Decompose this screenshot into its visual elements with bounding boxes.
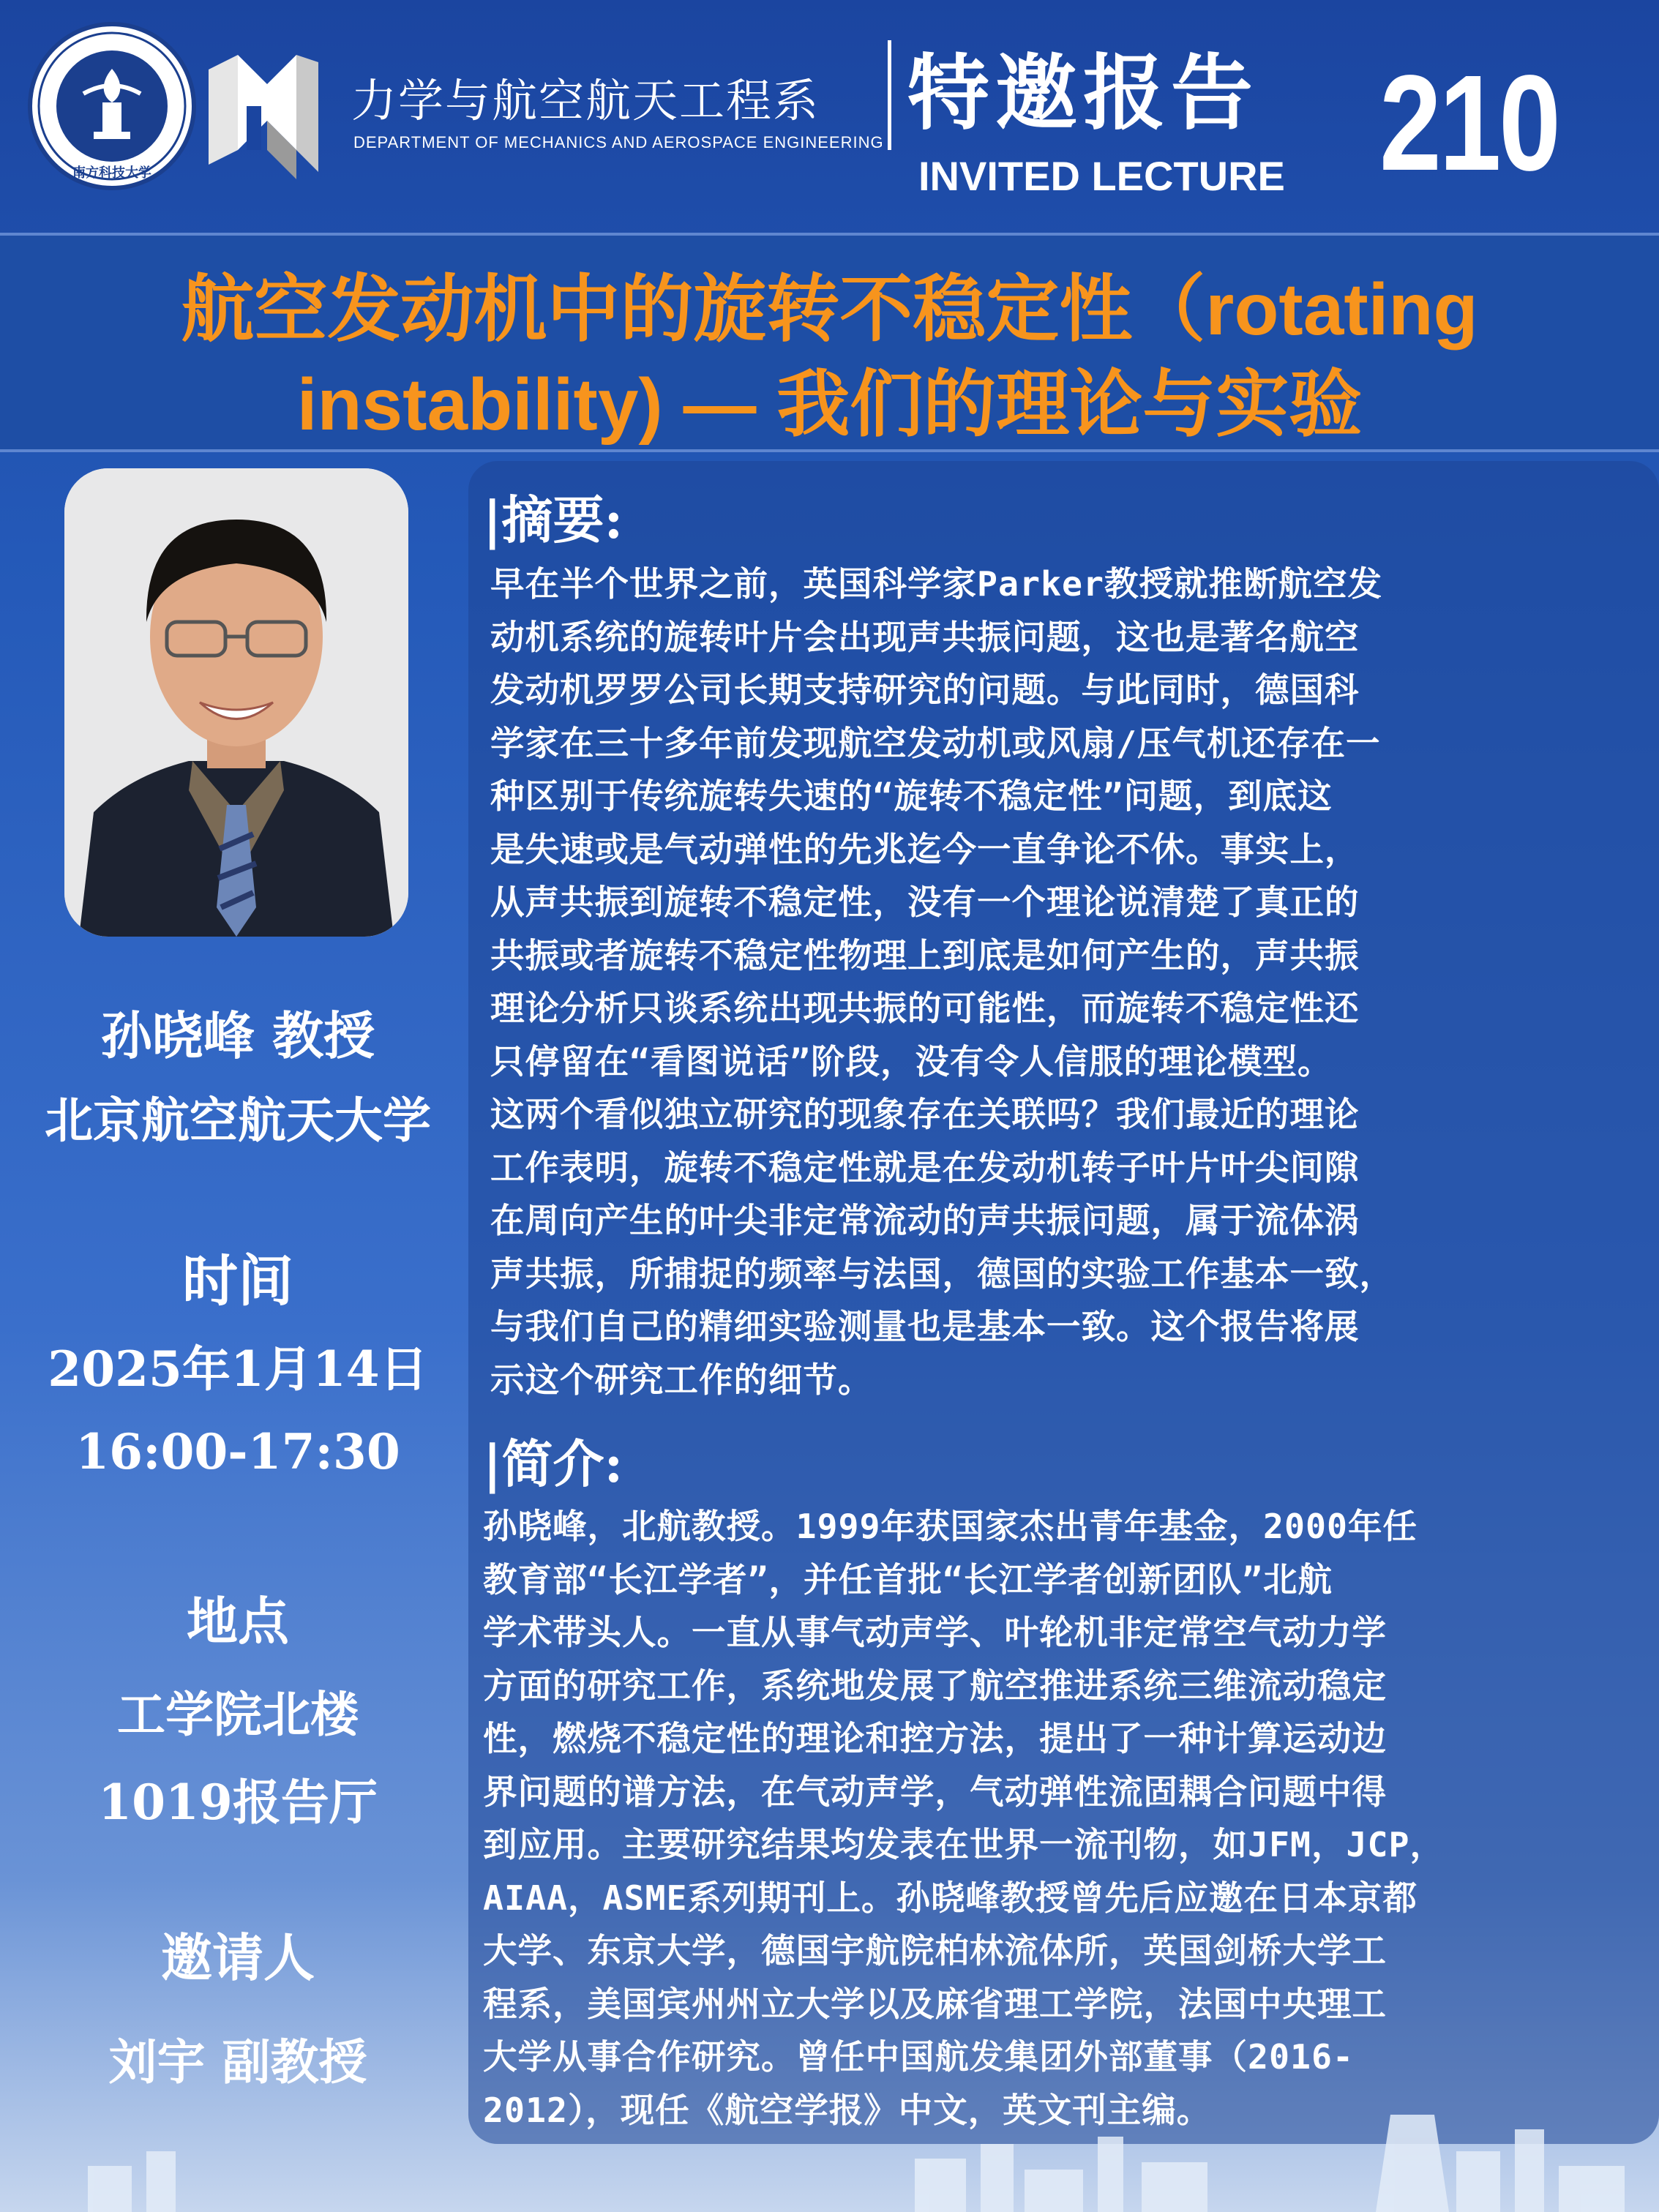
university-seal-logo — [28, 22, 196, 190]
abstract-line: 种区别于传统旋转失速的“旋转不稳定性”问题，到底这 — [490, 776, 1333, 816]
me-department-logo — [209, 40, 318, 179]
abstract-line: 示这个研究工作的细节。 — [490, 1360, 873, 1400]
abstract-line: 是失速或是气动弹性的先兆迄今一直争论不休。事实上， — [490, 829, 1360, 869]
abstract-line: 只停留在“看图说话”阶段，没有令人信服的理论模型。 — [490, 1041, 1333, 1081]
department-name-en: DEPARTMENT OF MECHANICS AND AEROSPACE ENGINEERING — [353, 133, 884, 151]
abstract-line: 与我们自己的精细实验测量也是基本一致。这个报告将展 — [490, 1307, 1360, 1346]
invited-lecture-cn: 特邀报告 — [907, 45, 1259, 141]
lecture-number: 210 — [1379, 48, 1559, 199]
abstract-line: 早在半个世界之前，英国科学家Parker教授就推断航空发 — [490, 564, 1382, 604]
abstract-line: 理论分析只谈系统出现共振的可能性，而旋转不稳定性还 — [490, 989, 1360, 1028]
department-name-cn: 力学与航空航天工程系 — [351, 74, 820, 127]
header — [0, 0, 1659, 220]
lecture-time: 16:00-17:30 — [75, 1423, 400, 1480]
abstract-line: 声共振，所捕捉的频率与法国，德国的实验工作基本一致， — [490, 1253, 1394, 1294]
place-line-1: 工学院北楼 — [117, 1686, 359, 1743]
abstract-line: 从声共振到旋转不稳定性，没有一个理论说清楚了真正的 — [490, 882, 1360, 922]
speaker-photo — [64, 468, 408, 937]
abstract-line: 工作表明，旋转不稳定性就是在发动机转子叶片叶尖间隙 — [490, 1147, 1360, 1188]
bio-heading: |简介: — [483, 1433, 623, 1494]
speaker-affiliation: 北京航空航天大学 — [45, 1092, 431, 1149]
time-label: 时间 — [182, 1248, 293, 1313]
title-line-2: instability) — 我们的理论与实验 — [296, 364, 1363, 446]
bio-line: 界问题的谱方法，在气动声学，气动弹性流固耦合问题中得 — [483, 1772, 1387, 1812]
abstract-line: 发动机罗罗公司长期支持研究的问题。与此同时，德国科 — [490, 670, 1360, 710]
bio-line: 孙晓峰，北航教授。1999年获国家杰出青年基金，2000年任 — [483, 1507, 1418, 1546]
speaker-portrait-image — [64, 468, 408, 937]
header-divider — [888, 40, 891, 150]
place-line-2: 1019报告厅 — [98, 1774, 378, 1831]
abstract-heading: |摘要: — [483, 490, 623, 550]
speaker-name: 孙晓峰 教授 — [100, 1005, 375, 1066]
bio-text — [483, 1500, 1445, 2137]
invited-lecture-en: INVITED LECTURE — [918, 153, 1285, 199]
bio-line: 大学从事合作研究。曾任中国航发集团外部董事（2016- — [483, 2037, 1354, 2077]
abstract-text — [490, 558, 1394, 1406]
bio-line: 学术带头人。一直从事气动声学、叶轮机非定常空气动力学 — [483, 1613, 1387, 1652]
bio-line: 到应用。主要研究结果均发表在世界一流刊物，如JFM，JCP， — [483, 1825, 1445, 1864]
abstract-line: 学家在三十多年前发现航空发动机或风扇/压气机还存在一 — [490, 723, 1381, 763]
lecture-title — [0, 233, 1659, 452]
city-skyline-decoration — [0, 2100, 1659, 2212]
bio-line: AIAA，ASME系列期刊上。孙晓峰教授曾先后应邀在日本京都 — [483, 1878, 1418, 1918]
seal-text: 南方科技大学 — [72, 165, 151, 181]
bio-line: 程系，美国宾州州立大学以及麻省理工学院，法国中央理工 — [483, 1984, 1387, 2024]
abstract-line: 这两个看似独立研究的现象存在关联吗？我们最近的理论 — [490, 1095, 1360, 1134]
inviter-name: 刘宇 副教授 — [108, 2033, 367, 2091]
abstract-line: 在周向产生的叶尖非定常流动的声共振问题，属于流体涡 — [490, 1201, 1360, 1240]
inviter-label: 邀请人 — [161, 1927, 315, 1988]
bio-line: 教育部“长江学者”，并任首批“长江学者创新团队”北航 — [483, 1559, 1333, 1600]
bio-line: 方面的研究工作，系统地发展了航空推进系统三维流动稳定 — [483, 1665, 1387, 1706]
bio-line: 大学、东京大学，德国宇航院柏林流体所，英国剑桥大学工 — [483, 1931, 1387, 1971]
abstract-line: 共振或者旋转不稳定性物理上到底是如何产生的，声共振 — [490, 935, 1360, 975]
lecture-date: 2025年1月14日 — [48, 1341, 428, 1398]
place-label: 地点 — [187, 1591, 289, 1651]
bio-line: 性，燃烧不稳定性的理论和控方法，提出了一种计算运动边 — [483, 1719, 1387, 1758]
abstract-line: 动机系统的旋转叶片会出现声共振问题，这也是著名航空 — [490, 617, 1360, 657]
bio-line: 2012），现任《航空学报》中文，英文刊主编。 — [483, 2090, 1212, 2130]
title-line-1: 航空发动机中的旋转不稳定性（rotating — [181, 269, 1478, 350]
